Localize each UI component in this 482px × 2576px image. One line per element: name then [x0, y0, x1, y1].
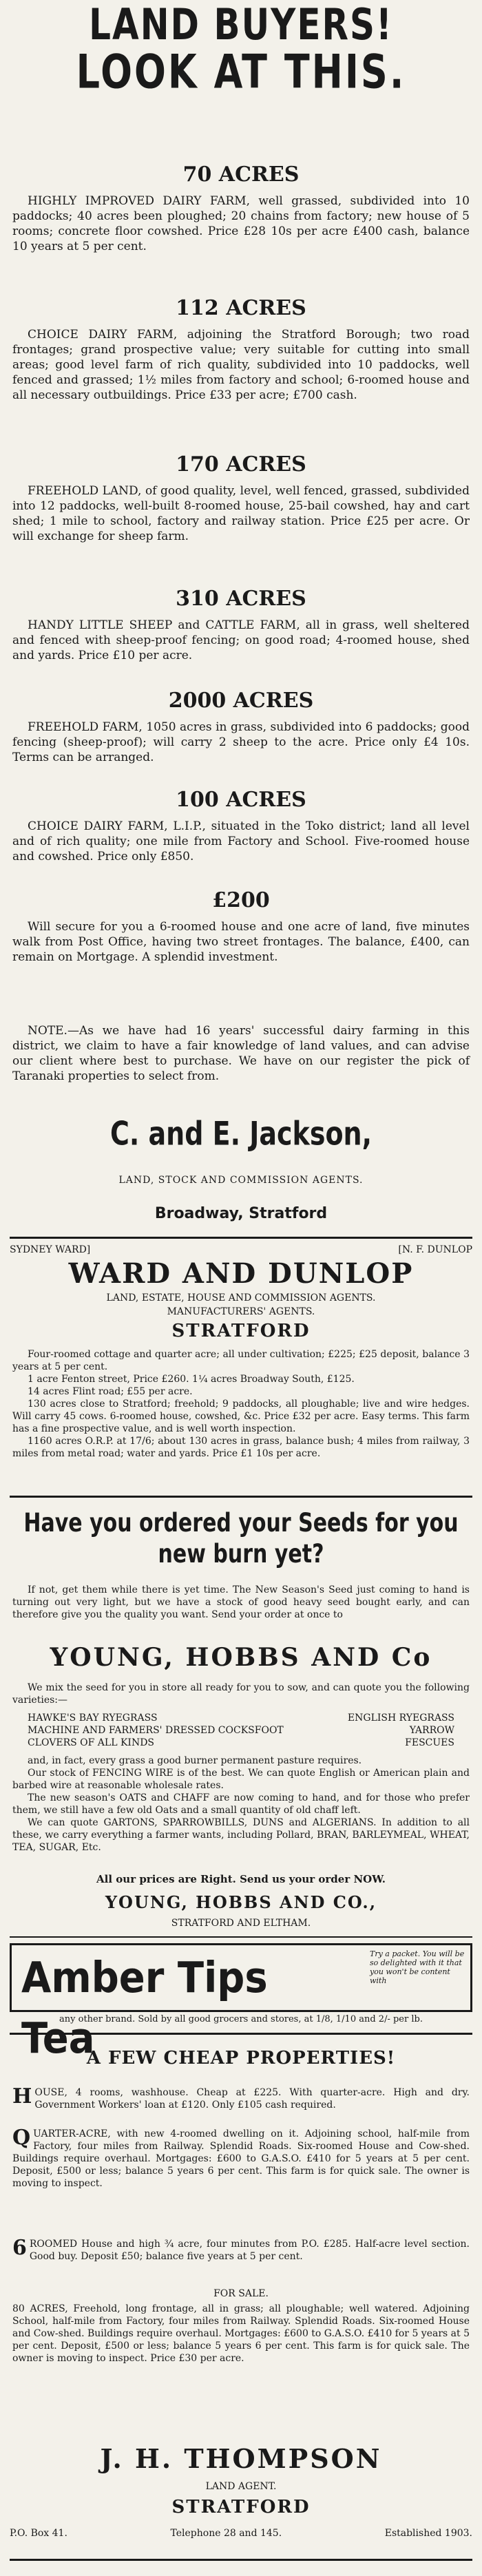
listing-body: FREEHOLD FARM, 1050 acres in grass, subdivided into 6 paddocks; good fencing (sheep-proof); will carry 2 sheep to the acre. Price only £4 10s. Terms can be arranged. — [12, 720, 470, 764]
thompson-item-body: UARTER-ACRE, with new 4-roomed dwelling on it. Adjoining school, half-mile from Factory, four miles from Railway. Splendid Roads. Six-roomed House and Cow-shed. Buildings require overhaul. Mortgages: £600 to G.A.S.O. £410 for 5 years at 5 per cent. Deposit, £500 or less; balance 5 years 6 per cent. This farm is for quick sale. The owner is moving to inspect. — [12, 2128, 470, 2189]
young-firm: YOUNG, HOBBS AND Co — [50, 1643, 432, 1672]
land-title-2: LOOK AT THIS. — [76, 45, 406, 99]
listing-heading: 70 ACRES — [182, 163, 300, 187]
jackson-sub: LAND, STOCK AND COMMISSION AGENTS. — [118, 1175, 364, 1186]
listing-body: Will secure for you a 6-roomed house and one acre of land, five minutes walk from Post Office, having two street frontages. The balance, £400, can remain on Mortgage. A splendid investment. — [12, 920, 470, 964]
listing-body: HANDY LITTLE SHEEP and CATTLE FARM, all in grass, well sheltered and fenced with sheep-proof fencing; on good road; 4-roomed house, shed and yards. Price £10 per acre. — [12, 618, 470, 662]
listing-body: HIGHLY IMPROVED DAIRY FARM, well grassed, subdivided into 10 paddocks; 40 acres been ploughed; 20 chains from factory; new house of 5 rooms; concrete floor cowshed. Price £28 10s per acre £400 cash, balance 10 years at 5 per cent. — [12, 194, 470, 253]
young-headline-wrap — [0, 1508, 482, 1569]
listing-heading: 100 ACRES — [176, 788, 306, 812]
rule — [10, 1936, 472, 1938]
seeds-left — [28, 1712, 284, 1749]
thompson-town: STRATFORD — [171, 2497, 311, 2517]
rule — [10, 2559, 472, 2561]
young-seeds — [0, 1712, 482, 1749]
seeds-right — [348, 1712, 454, 1749]
young-towns: STRATFORD AND ELTHAM. — [171, 1918, 311, 1929]
thompson-contact — [0, 2527, 482, 2540]
dropcap: 6 — [12, 2236, 27, 2260]
ward-left-tag: SYDNEY WARD] — [10, 1244, 91, 1255]
listing-112 — [0, 296, 482, 403]
land-title-2-wrap — [0, 45, 482, 99]
thompson-firm: J. H. THOMPSON — [100, 2443, 382, 2474]
rule — [10, 1237, 472, 1239]
seed-item: MACHINE AND FARMERS' DRESSED COCKSFOOT — [28, 1725, 284, 1736]
ward-right-tag: [N. F. DUNLOP — [398, 1244, 472, 1255]
young-body-line: The new season's OATS and CHAFF are now coming to hand, and for those who prefer them, we still have a few old Oats and a small quantity of old chaff left. — [12, 1792, 470, 1816]
rule — [10, 1496, 472, 1498]
young-intro-wrap — [0, 1584, 482, 1621]
seed-item: FESCUES — [405, 1737, 454, 1748]
listing-70 — [0, 163, 482, 254]
amber-side: Try a packet. You will be so delighted with it that you won't be content with — [370, 1949, 465, 1985]
land-title — [0, 0, 482, 50]
seed-item: ENGLISH RYEGRASS — [347, 1713, 454, 1724]
listing-310 — [0, 587, 482, 663]
thompson-item-2 — [0, 2128, 482, 2190]
ward-line: 1160 acres O.R.P. at 17/6; about 130 acres in grass, balance bush; 4 miles from railway, 3 miles from metal road; water and yards. Price £1 10s per acre. — [12, 1436, 470, 1459]
listing-heading: 2000 ACRES — [168, 689, 314, 713]
listing-heading: 310 ACRES — [176, 587, 306, 611]
amber-title: Amber Tips Tea — [21, 1953, 268, 2064]
young-body-line: We can quote GARTONS, SPARROWBILLS, DUNS and ALGERIANS. In addition to all these, we carry everything a farmer wants, including Pollard, BRAN, BARLEYMEAL, WHEAT, TEA, SUGAR, Etc. — [12, 1817, 470, 1853]
land-note: NOTE.—As we have had 16 years' successful dairy farming in this district, we claim to have a fair knowledge of land values, and can advise our client where best to purchase. We have on our register the pick of Taranaki properties to select from. — [12, 1024, 470, 1083]
young-prices: All our prices are Right. Send us your order NOW. — [96, 1873, 386, 1885]
seed-item: YARROW — [409, 1725, 454, 1736]
ward-tags — [0, 1244, 482, 1256]
ward-town: STRATFORD — [171, 1321, 311, 1341]
jackson-firm-wrap — [0, 1114, 482, 1153]
listing-200 — [0, 888, 482, 965]
jackson-addr: Broadway, Stratford — [154, 1205, 328, 1222]
ward-line: Four-roomed cottage and quarter acre; all under cultivation; £225; £25 deposit, balance 3 years at 5 per cent. — [12, 1349, 470, 1372]
listing-heading: 170 ACRES — [176, 452, 306, 477]
listing-body: CHOICE DAIRY FARM, adjoining the Stratford Borough; two road frontages; grand prospective value; very suitable for cutting into small areas; good level farm of rich quality, subdivided into 10 paddocks, well fenced and grassed; 1½ miles from factory and school; 6-roomed house and all necessary outbuildings. Price £33 per acre; £700 cash. — [12, 328, 470, 402]
ward-sub1: LAND, ESTATE, HOUSE AND COMMISSION AGENTS. — [106, 1292, 376, 1303]
thompson-farm: 80 ACRES, Freehold, long frontage, all in grass; all ploughable; well watered. Adjoining School, half-mile from Factory, four miles from Railway. Splendid Roads. Six-roomed House and Cow-shed. Buildings require overhaul. Mortgages: £600 to G.A.S.O. £410 for 5 years at 5 per cent. Deposit, £500 or less; balance 5 years 6 per cent. This farm is for quick sale. The owner is moving to inspect. Price £30 per acre. — [12, 2303, 470, 2364]
listing-heading: £200 — [212, 888, 270, 912]
listing-body: CHOICE DAIRY FARM, L.I.P., situated in the Toko district; land all level and of rich quality; one mile from Factory and School. Five-roomed house and cowshed. Price only £850. — [12, 819, 470, 863]
listing-170 — [0, 452, 482, 544]
seed-item: CLOVERS OF ALL KINDS — [28, 1737, 155, 1748]
listing-heading: 112 ACRES — [176, 296, 306, 320]
young-body — [0, 1755, 482, 1854]
jackson-firm: C. and E. Jackson, — [109, 1114, 373, 1153]
thompson-po: P.O. Box 41. — [10, 2528, 67, 2539]
young-firm2: YOUNG, HOBBS AND CO., — [105, 1892, 377, 1912]
dropcap: Q — [12, 2126, 31, 2150]
ward-line: 1 acre Fenton street, Price £260. 1¼ acres Broadway South, £125. — [28, 1374, 355, 1385]
listing-body: FREEHOLD LAND, of good quality, level, well fenced, grassed, subdivided into 12 paddocks, well-built 8-roomed house, 25-bail cowshed, hay and cart shed; 1 mile to school, factory and railway station. Price £25 per acre. Or will exchange for sheep farm. — [12, 484, 470, 543]
young-intro: If not, get them while there is yet time. The New Season's Seed just coming to hand is turning out very light, but we have a stock of good heavy seed bought early, and can therefore give you the quality you want. Send your order at once to — [12, 1584, 470, 1620]
young-mix: We mix the seed for you in store all ready for you to sow, and can quote you the following varieties:— — [12, 1682, 470, 1706]
thompson-est: Established 1903. — [384, 2528, 472, 2539]
thompson-role: LAND AGENT. — [205, 2481, 277, 2492]
seed-item: HAWKE'S BAY RYEGRASS — [28, 1713, 158, 1724]
land-title-1: LAND BUYERS! — [89, 0, 393, 50]
listing-2000 — [0, 689, 482, 765]
listing-100 — [0, 788, 482, 864]
for-sale: FOR SALE. — [213, 2288, 269, 2299]
thompson-item-1 — [0, 2086, 482, 2111]
ward-line: 130 acres close to Stratford; freehold; 9 paddocks, all ploughable; live and wire hedges. Will carry 45 cows. 6-roomed house, cowshed, &c. Price £32 per acre. Easy terms. This farm has a fine prospective value, and is well worth inspection. — [12, 1399, 470, 1434]
amber-footer: any other brand. Sold by all good grocers and stores, at 1/8, 1/10 and 2/- per lb. — [59, 2014, 423, 2024]
ward-title: WARD AND DUNLOP — [68, 1257, 414, 1290]
ward-line: 14 acres Flint road; £55 per acre. — [28, 1386, 193, 1397]
young-body-line: Our stock of FENCING WIRE is of the best. We can quote English or American plain and barbed wire at reasonable wholesale rates. — [12, 1768, 470, 1791]
rule — [10, 2033, 472, 2035]
dropcap: H — [12, 2084, 32, 2108]
thompson-item-body: OUSE, 4 rooms, washhouse. Cheap at £225. With quarter-acre. High and dry. Government Workers' loan at £120. Only £105 cash required. — [34, 2087, 470, 2111]
ward-sub2: MANUFACTURERS' AGENTS. — [167, 1306, 315, 1317]
thompson-item-3 — [0, 2238, 482, 2263]
thompson-title: A FEW CHEAP PROPERTIES! — [86, 2048, 396, 2069]
ward-lines — [0, 1348, 482, 1460]
thompson-item-body: ROOMED House and high ¾ acre, four minutes from P.O. £285. Half-acre level section. Good buy. Deposit £50; balance five years at 5 per cent. — [29, 2239, 470, 2262]
land-note-wrap — [0, 1023, 482, 1084]
thompson-farm-wrap — [0, 2303, 482, 2365]
thompson-tel: Telephone 28 and 145. — [170, 2528, 282, 2539]
young-mix-wrap — [0, 1682, 482, 1706]
young-body-line: and, in fact, every grass a good burner permanent pasture requires. — [28, 1755, 362, 1766]
young-headline: Have you ordered your Seeds for you new burn yet? — [23, 1508, 459, 1569]
